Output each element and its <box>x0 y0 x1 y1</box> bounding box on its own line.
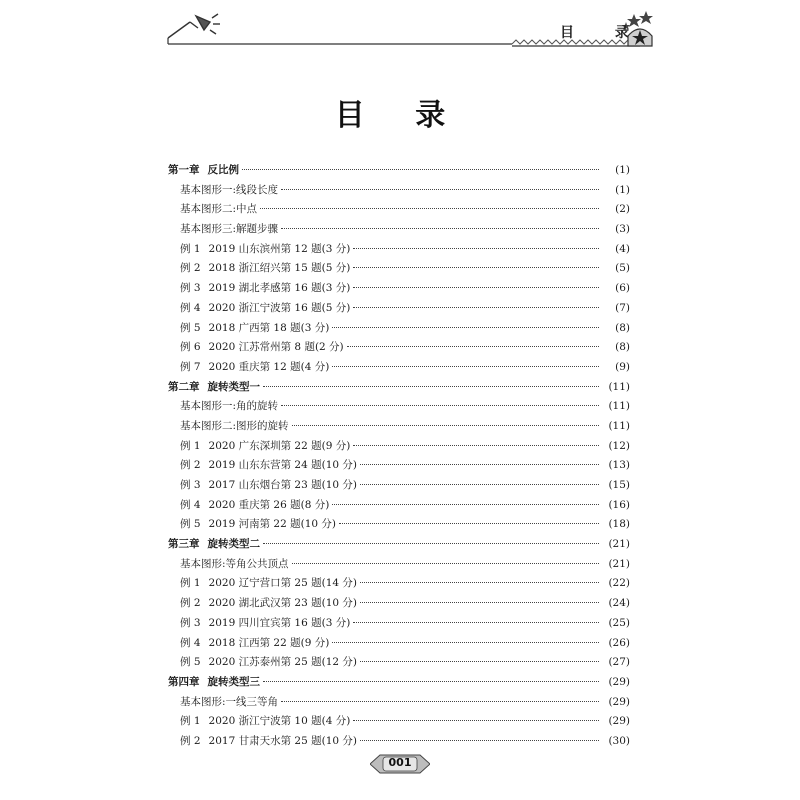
toc-leader-dots <box>360 661 599 662</box>
header-section-label: 目 录 <box>560 25 647 41</box>
toc-entry-text <box>180 259 350 279</box>
toc-entry-label: 例 1 <box>180 715 201 728</box>
toc-leader-dots <box>332 327 599 328</box>
toc-entry-title: 2019 山东东营第 24 题(10 分) <box>208 459 358 472</box>
toc-leader-dots <box>332 366 599 367</box>
toc-entry-text <box>180 181 278 201</box>
toc-page-number: (29) <box>608 695 630 708</box>
toc-entry-row[interactable] <box>168 712 630 732</box>
toc-entry-title: 2020 江苏常州第 8 题(2 分) <box>208 341 344 354</box>
toc-page-number: (26) <box>608 636 630 649</box>
toc-entry-title: 2020 浙江宁波第 16 题(5 分) <box>208 301 351 314</box>
toc-entry-label: 例 5 <box>180 656 201 669</box>
toc-leader-dots <box>292 563 599 564</box>
toc-entry-label: 例 2 <box>180 262 201 275</box>
toc-entry-text <box>180 279 350 299</box>
toc-entry-text <box>168 535 260 555</box>
toc-entry-text <box>180 200 257 220</box>
lamp-icon <box>168 14 220 38</box>
toc-entry-title: 反比例 <box>207 164 239 176</box>
toc-entry-text <box>180 732 357 752</box>
table-of-contents <box>168 161 630 752</box>
toc-entry-label: 例 2 <box>180 597 201 610</box>
toc-page-number: (1) <box>615 164 630 176</box>
toc-entry-label: 第一章 <box>168 164 200 176</box>
toc-entry-label: 例 5 <box>180 321 201 334</box>
toc-entry-label: 第三章 <box>168 538 200 551</box>
toc-entry-row[interactable] <box>168 259 630 279</box>
toc-leader-dots <box>360 582 599 583</box>
toc-entry-label: 例 4 <box>180 498 201 511</box>
toc-leader-dots <box>263 386 599 387</box>
toc-entry-title: 2020 浙江宁波第 10 题(4 分) <box>208 715 351 728</box>
toc-page-number: (15) <box>608 479 630 491</box>
toc-entry-row[interactable] <box>168 299 630 319</box>
toc-entry-row[interactable] <box>168 397 630 417</box>
toc-entry-text <box>180 614 350 634</box>
toc-entry-row[interactable] <box>168 319 630 339</box>
toc-entry-title: 2019 河南第 22 题(10 分) <box>208 518 337 531</box>
toc-entry-row[interactable] <box>168 515 630 535</box>
toc-entry-row[interactable] <box>168 200 630 220</box>
toc-entry-text <box>180 712 350 732</box>
toc-leader-dots <box>360 602 599 603</box>
toc-entry-label: 第二章 <box>168 380 200 393</box>
toc-leader-dots <box>353 287 599 288</box>
toc-entry-text <box>168 161 239 181</box>
toc-entry-row[interactable] <box>168 653 630 673</box>
toc-page-number: (24) <box>608 597 630 610</box>
toc-entry-text <box>180 417 289 437</box>
toc-entry-text <box>168 378 260 398</box>
toc-entry-title: 2018 广西第 18 题(3 分) <box>208 321 330 334</box>
toc-leader-dots <box>242 169 599 170</box>
toc-chapter-row[interactable] <box>168 535 630 555</box>
toc-entry-row[interactable] <box>168 417 630 437</box>
toc-entry-row[interactable] <box>168 574 630 594</box>
toc-entry-row[interactable] <box>168 240 630 260</box>
toc-page-number: (7) <box>615 301 630 314</box>
toc-entry-text <box>168 673 260 693</box>
page-header <box>0 0 800 60</box>
toc-page-number: (1) <box>615 183 630 196</box>
page-title: 目 录 <box>334 98 466 133</box>
toc-entry-title: 2019 四川宜宾第 16 题(3 分) <box>208 616 351 629</box>
toc-entry-text <box>180 299 350 319</box>
toc-entry-text <box>180 476 357 496</box>
toc-entry-title: 2020 重庆第 12 题(4 分) <box>208 360 330 373</box>
toc-page-number: (11) <box>608 400 630 413</box>
toc-leader-dots <box>281 228 599 229</box>
toc-entry-label: 例 5 <box>180 518 201 531</box>
toc-entry-row[interactable] <box>168 220 630 240</box>
toc-entry-title: 2018 江西第 22 题(9 分) <box>208 636 330 649</box>
toc-entry-title: 2020 江苏泰州第 25 题(12 分) <box>208 656 358 669</box>
toc-leader-dots <box>353 445 599 446</box>
toc-entry-label: 例 3 <box>180 616 201 629</box>
toc-entry-label: 例 1 <box>180 242 201 255</box>
toc-leader-dots <box>292 425 599 426</box>
toc-entry-title: 旋转类型二 <box>207 538 260 551</box>
toc-entry-title: 旋转类型一 <box>207 380 260 393</box>
toc-entry-title: 2017 甘肃天水第 25 题(10 分) <box>208 734 358 747</box>
toc-entry-label: 第四章 <box>168 675 200 688</box>
toc-entry-label: 例 2 <box>180 734 201 747</box>
toc-entry-text <box>180 574 357 594</box>
toc-page-number: (29) <box>608 675 630 688</box>
toc-entry-label: 例 4 <box>180 636 201 649</box>
toc-entry-text <box>180 594 357 614</box>
toc-entry-text <box>180 456 357 476</box>
toc-page-number: (8) <box>615 341 630 354</box>
toc-chapter-row[interactable] <box>168 378 630 398</box>
toc-entry-label: 例 1 <box>180 577 201 590</box>
toc-entry-text <box>180 496 329 516</box>
toc-entry-label: 例 7 <box>180 360 201 373</box>
toc-page-number: (6) <box>615 282 630 295</box>
toc-entry-row[interactable] <box>168 732 630 752</box>
toc-entry-text <box>180 319 329 339</box>
toc-page-number: (3) <box>615 223 630 236</box>
toc-entry-text <box>180 515 336 535</box>
toc-entry-text <box>180 634 329 654</box>
toc-leader-dots <box>281 701 599 702</box>
toc-entry-title: 基本图形一:线段长度 <box>180 183 279 196</box>
toc-page-number: (5) <box>615 262 630 275</box>
toc-entry-title: 基本图形二:图形的旋转 <box>180 419 289 432</box>
toc-entry-row[interactable] <box>168 437 630 457</box>
toc-entry-row[interactable] <box>168 614 630 634</box>
toc-leader-dots <box>353 307 599 308</box>
toc-chapter-row[interactable] <box>168 673 630 693</box>
toc-entry-title: 2019 湖北孝感第 16 题(3 分) <box>208 282 351 295</box>
toc-entry-title: 2018 浙江绍兴第 15 题(5 分) <box>208 262 351 275</box>
toc-leader-dots <box>360 464 599 465</box>
toc-entry-row[interactable] <box>168 181 630 201</box>
toc-entry-row[interactable] <box>168 358 630 378</box>
toc-page-number: (27) <box>608 656 630 669</box>
toc-entry-label: 例 2 <box>180 459 201 472</box>
toc-leader-dots <box>360 740 599 741</box>
toc-page-number: (11) <box>608 380 630 393</box>
toc-entry-row[interactable] <box>168 634 630 654</box>
toc-entry-label: 例 6 <box>180 341 201 354</box>
page-number: 001 <box>388 756 412 769</box>
toc-entry-label: 例 1 <box>180 439 201 452</box>
toc-entry-title: 2017 山东烟台第 23 题(10 分) <box>208 479 358 491</box>
toc-entry-text <box>180 338 344 358</box>
toc-leader-dots <box>260 208 599 209</box>
toc-entry-text <box>180 397 278 417</box>
toc-entry-label: 例 3 <box>180 282 201 295</box>
toc-page-number: (12) <box>608 439 630 452</box>
toc-entry-title: 2020 广东深圳第 22 题(9 分) <box>208 439 351 452</box>
toc-entry-text <box>180 653 357 673</box>
toc-leader-dots <box>353 248 599 249</box>
toc-page-number: (8) <box>615 321 630 334</box>
toc-page-number: (13) <box>608 459 630 472</box>
toc-entry-text <box>180 358 329 378</box>
toc-entry-text <box>180 693 278 713</box>
toc-entry-row[interactable] <box>168 476 630 496</box>
toc-page-number: (2) <box>615 203 630 216</box>
toc-entry-title: 旋转类型三 <box>207 675 260 688</box>
toc-entry-title: 2019 山东滨州第 12 题(3 分) <box>208 242 351 255</box>
toc-entry-row[interactable] <box>168 555 630 575</box>
toc-leader-dots <box>332 504 599 505</box>
toc-entry-row[interactable] <box>168 496 630 516</box>
toc-entry-title: 2020 辽宁营口第 25 题(14 分) <box>208 577 358 590</box>
toc-entry-row[interactable] <box>168 693 630 713</box>
toc-entry-row[interactable] <box>168 279 630 299</box>
toc-leader-dots <box>281 189 599 190</box>
toc-entry-text <box>180 555 289 575</box>
toc-entry-text <box>180 240 350 260</box>
toc-page-number: (29) <box>608 715 630 728</box>
toc-chapter-row[interactable] <box>168 161 630 181</box>
toc-page-number: (4) <box>615 242 630 255</box>
toc-entry-text <box>180 437 350 457</box>
toc-leader-dots <box>263 543 599 544</box>
toc-leader-dots <box>339 523 599 524</box>
toc-page-number: (9) <box>615 360 630 373</box>
toc-page-number: (18) <box>608 518 630 531</box>
toc-entry-label: 例 4 <box>180 301 201 314</box>
toc-entry-row[interactable] <box>168 456 630 476</box>
toc-entry-title: 基本图形三:解题步骤 <box>180 223 279 236</box>
toc-entry-title: 基本图形:一线三等角 <box>180 695 279 708</box>
toc-page-number: (11) <box>608 419 630 432</box>
toc-page-number: (21) <box>608 538 630 551</box>
toc-leader-dots <box>353 622 599 623</box>
toc-page-number: (30) <box>608 734 630 747</box>
toc-page-number: (22) <box>608 577 630 590</box>
toc-entry-title: 基本图形一:角的旋转 <box>180 400 279 413</box>
toc-entry-title: 2020 湖北武汉第 23 题(10 分) <box>208 597 358 610</box>
toc-page-number: (25) <box>608 616 630 629</box>
toc-entry-text <box>180 220 278 240</box>
toc-entry-title: 基本图形二:中点 <box>180 203 258 216</box>
header-decoration <box>0 0 800 60</box>
page-footer <box>370 753 430 775</box>
toc-page-number: (16) <box>608 498 630 511</box>
toc-leader-dots <box>347 346 599 347</box>
toc-leader-dots <box>332 642 599 643</box>
toc-entry-label: 例 3 <box>180 479 201 491</box>
toc-page-number: (21) <box>608 557 630 570</box>
toc-leader-dots <box>353 720 599 721</box>
toc-leader-dots <box>360 484 599 485</box>
toc-entry-row[interactable] <box>168 338 630 358</box>
toc-entry-title: 2020 重庆第 26 题(8 分) <box>208 498 330 511</box>
toc-leader-dots <box>281 405 599 406</box>
toc-leader-dots <box>353 267 599 268</box>
toc-leader-dots <box>263 681 599 682</box>
toc-entry-row[interactable] <box>168 594 630 614</box>
toc-entry-title: 基本图形:等角公共顶点 <box>180 557 289 570</box>
